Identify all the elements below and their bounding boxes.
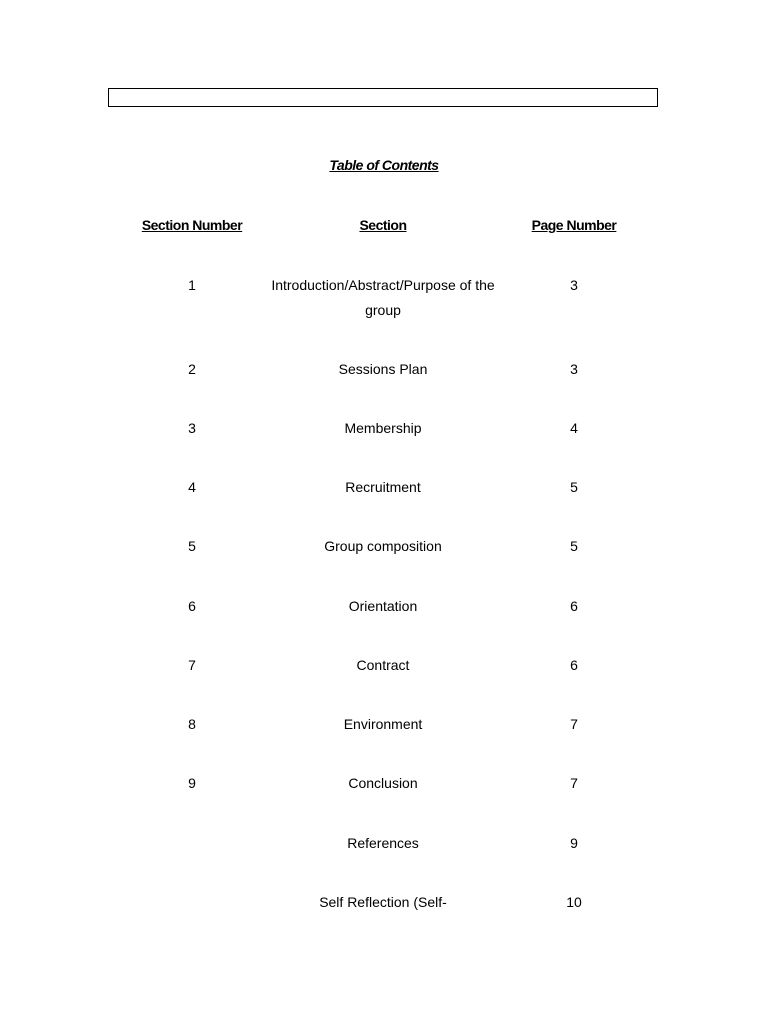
row-6-section: Orientation xyxy=(348,598,418,614)
row-4-number: 4 xyxy=(188,479,196,495)
row-2-section: Sessions Plan xyxy=(338,361,428,377)
header-box xyxy=(108,88,658,107)
row-8-section: Environment xyxy=(343,716,423,732)
row-9-section: Conclusion xyxy=(348,775,418,791)
row-6-page: 6 xyxy=(570,598,578,614)
row-9-page: 7 xyxy=(570,775,578,791)
row-2-page: 3 xyxy=(570,361,578,377)
row-3-number: 3 xyxy=(188,420,196,436)
row-4-page: 5 xyxy=(570,479,578,495)
row-7-page: 6 xyxy=(570,657,578,673)
row-10-page: 9 xyxy=(570,835,578,851)
header-section: Section xyxy=(359,217,407,233)
row-4-section: Recruitment xyxy=(345,479,421,495)
row-5-number: 5 xyxy=(188,538,196,554)
header-page-number: Page Number xyxy=(531,217,617,233)
row-6-number: 6 xyxy=(188,598,196,614)
row-11-section: Self Reflection (Self- xyxy=(319,894,447,910)
row-11-page: 10 xyxy=(566,894,582,910)
row-1-number: 1 xyxy=(188,277,196,293)
header-section-number: Section Number xyxy=(141,217,243,233)
row-7-section: Contract xyxy=(356,657,410,673)
row-5-section: Group composition xyxy=(324,538,442,554)
row-7-number: 7 xyxy=(188,657,196,673)
row-10-section: References xyxy=(347,835,419,851)
toc-title: Table of Contents xyxy=(329,157,439,173)
row-5-page: 5 xyxy=(570,538,578,554)
row-8-page: 7 xyxy=(570,716,578,732)
row-1-section: Introduction/Abstract/Purpose of the group xyxy=(271,277,495,318)
row-2-number: 2 xyxy=(188,361,196,377)
row-3-section: Membership xyxy=(344,420,422,436)
row-1-page: 3 xyxy=(570,277,578,293)
row-8-number: 8 xyxy=(188,716,196,732)
row-3-page: 4 xyxy=(570,420,578,436)
row-9-number: 9 xyxy=(188,775,196,791)
